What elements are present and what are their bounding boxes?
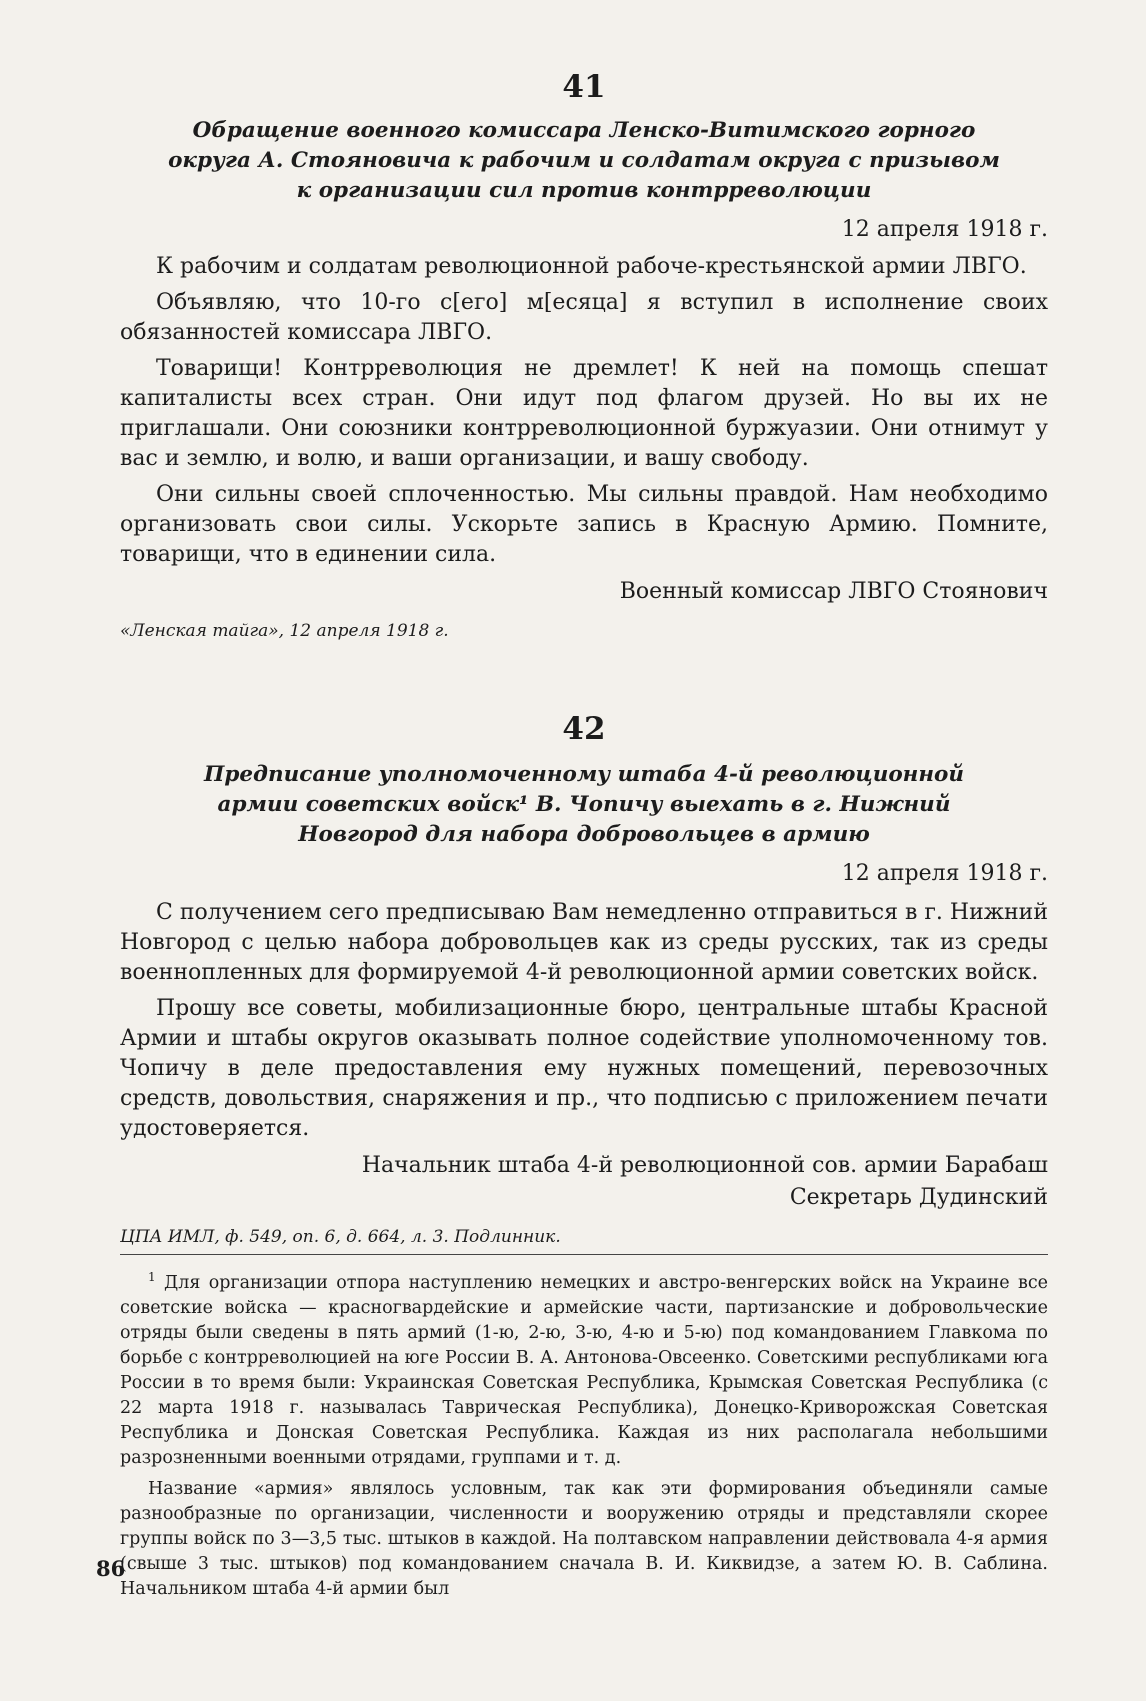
source-citation: ЦПА ИМЛ, ф. 549, оп. 6, д. 664, л. 3. Подлинник. [120, 1227, 561, 1247]
document-body [120, 898, 1048, 1144]
document-41 [120, 70, 1048, 644]
body-paragraph: Они сильны своей сплоченностью. Мы сильны правдой. Нам необходимо организовать свои силы. Ускорьте запись в Красную Армию. Помните, товарищи, что в единении сила. [120, 482, 1048, 567]
body-paragraph: К рабочим и солдатам революционной рабоче-крестьянской армии ЛВГО. [156, 254, 1027, 279]
signature-secretary: Секретарь Дудинский [789, 1185, 1048, 1210]
document-number: 41 [562, 69, 606, 105]
document-number: 42 [562, 711, 606, 747]
signature-chief-of-staff: Начальник штаба 4-й революционной сов. армии Барабаш [361, 1153, 1048, 1178]
page-number: 86 [96, 1556, 126, 1581]
document-42 [120, 712, 1048, 1608]
body-paragraph: Прошу все советы, мобилизационные бюро, центральные штабы Красной Армии и штабы округов оказывать полное содействие уполномоченному тов. Чопичу в деле предоставления ему нужных помещений, перевозочных средств, довольствия, снаряжения и пр., что подписью с приложением печати удостоверяется. [120, 996, 1048, 1141]
document-title: Предписание уполномоченному штаба 4-й революционной армии советских войск¹ В. Чопичу выехать в г. Нижний Новгород для набора добровольцев в армию [204, 762, 964, 847]
footnote-text: Для организации отпора наступлению немецких и австро-венгерских войск на Украине все советские войска — красногвардейские и армейские части, партизанские и добровольческие отряды были сведены в пять армий (1-ю, 2-ю, 3-ю, 4-ю и 5-ю) под командованием Главкома по борьбе с контрреволюцией на юге России В. А. Антонова-Овсеенко. Советскими республиками юга России в то время были: Украинская Советская Республика, Крымская Советская Республика (с 22 марта 1918 г. называлась Таврическая Республика), Донецко-Криворожская Советская Республика и Донская Советская Республика. Каждая из них располагала небольшими разрозненными военными отрядами, группами и т. д. [120, 1272, 1048, 1468]
body-paragraph: Объявляю, что 10-го с[его] м[есяца] я вступил в исполнение своих обязанностей комиссара ЛВГО. [120, 290, 1048, 345]
footnote-divider [120, 1254, 1048, 1255]
source-citation: «Ленская тайга», 12 апреля 1918 г. [120, 621, 449, 641]
signature: Военный комиссар ЛВГО Стоянович [619, 579, 1048, 604]
document-date: 12 апреля 1918 г. [841, 861, 1048, 886]
body-paragraph: С получением сего предписываю Вам немедленно отправиться в г. Нижний Новгород с целью набора добровольцев как из среды русских, так из среды военнопленных для формируемой 4-й революционной армии советских войск. [120, 900, 1048, 985]
footnote-paragraph: Название «армия» являлось условным, так как эти формирования объединяли самые разнообразные по организации, численности и вооружению отряды и представляли скорее группы войск по 3—3,5 тыс. штыков в каждой. На полтавском направлении действовала 4-я армия (свыше 3 тыс. штыков) под командованием сначала В. И. Киквидзе, а затем Ю. В. Саблина. Начальником штаба 4-й армии был [120, 1478, 1048, 1599]
document-body [120, 252, 1048, 570]
footnote-paragraph [120, 1265, 1048, 1471]
footnotes [120, 1265, 1048, 1602]
body-paragraph: Товарищи! Контрреволюция не дремлет! К ней на помощь спешат капиталисты всех стран. Они идут под флагом друзей. Но вы их не приглашали. Они союзники контрреволюционной буржуазии. Они отнимут у вас и землю, и волю, и ваши организации, и вашу свободу. [120, 356, 1048, 471]
footnote-marker: 1 [148, 1270, 156, 1284]
document-date: 12 апреля 1918 г. [841, 217, 1048, 242]
document-title: Обращение военного комиссара Ленско-Витимского горного округа А. Стояновича к рабочим и солдатам округа с призывом к организации сил против контрреволюции [168, 118, 1000, 203]
